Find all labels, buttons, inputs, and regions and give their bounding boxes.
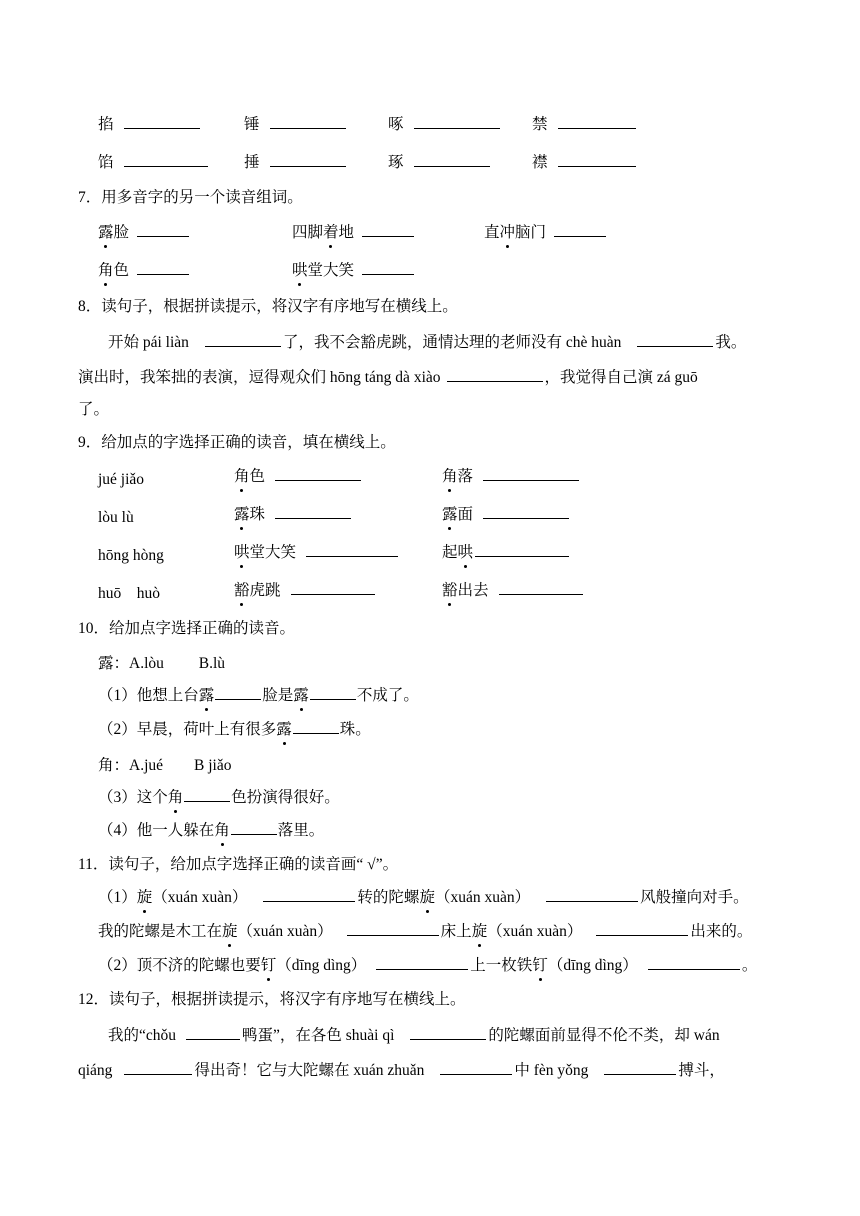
char-label: 掐 (98, 116, 114, 133)
answer-blank[interactable] (596, 921, 688, 936)
reading-choice[interactable]: （xuán xuàn） (237, 923, 333, 940)
q7-item (98, 222, 191, 243)
text: 珠。 (339, 721, 371, 738)
q7-item (292, 222, 416, 243)
text: 脸 (113, 224, 130, 241)
answer-blank[interactable] (546, 887, 638, 902)
answer-blank[interactable] (124, 152, 208, 167)
q10-lu-options: 露：A.lòu B.lù (98, 655, 226, 672)
answer-blank[interactable] (483, 466, 579, 481)
answer-blank[interactable] (124, 114, 200, 129)
text: 堂大笑 (307, 262, 355, 279)
text: 起 (442, 544, 458, 561)
answer-blank[interactable] (231, 820, 277, 835)
dotted-char: 露 (198, 687, 215, 704)
q8-line-1 (108, 332, 746, 353)
answer-blank[interactable] (124, 1060, 192, 1075)
char-item (532, 152, 638, 173)
text: 的陀螺面前显得不伦不类，却 wán (488, 1027, 720, 1044)
answer-blank[interactable] (205, 332, 281, 347)
answer-blank[interactable] (270, 152, 346, 167)
char-item (532, 114, 638, 135)
answer-blank[interactable] (270, 114, 346, 129)
dotted-char: 着 (323, 224, 339, 241)
q10-sentence-4 (98, 820, 324, 841)
q11-line-2 (98, 921, 752, 942)
q9-pinyin: huō huò (98, 585, 161, 602)
dotted-char: 豁 (442, 582, 458, 599)
answer-blank[interactable] (604, 1060, 676, 1075)
answer-blank[interactable] (291, 580, 375, 595)
q9-option-b (442, 466, 581, 487)
q9-option-a (234, 542, 400, 563)
q11-line-1 (98, 887, 749, 908)
answer-blank[interactable] (184, 787, 230, 802)
answer-blank[interactable] (648, 955, 740, 970)
char-label: 锤 (244, 116, 260, 133)
answer-blank[interactable] (414, 114, 500, 129)
q11-line-3 (98, 955, 757, 976)
text: 了，我不会豁虎跳，通情达理的老师没有 chè huàn (282, 334, 622, 351)
answer-blank[interactable] (137, 260, 189, 275)
text: （1）他想上台 (98, 687, 199, 704)
text: 四脚 (292, 224, 324, 241)
answer-blank[interactable] (447, 367, 543, 382)
text: 转的陀螺 (357, 889, 420, 906)
q9-pinyin: hōng hòng (98, 547, 164, 564)
char-label: 啄 (388, 116, 404, 133)
q9-option-b (442, 504, 571, 525)
text: 不成了。 (356, 687, 419, 704)
char-row-2 (98, 152, 210, 173)
char-item (388, 152, 492, 173)
q7-item (98, 260, 191, 281)
dotted-char: 角 (98, 262, 114, 279)
q12-line-1 (108, 1025, 720, 1046)
answer-blank[interactable] (440, 1060, 512, 1075)
text: 脑门 (515, 224, 547, 241)
text: 脸是 (262, 687, 294, 704)
text: 虎跳 (249, 582, 281, 599)
text: 色 (113, 262, 130, 279)
answer-blank[interactable] (558, 152, 636, 167)
q10-jiao-options: 角：A.jué B jiǎo (98, 757, 232, 774)
dotted-char: 角 (167, 789, 184, 806)
q8-line-2 (78, 367, 698, 388)
dotted-char: 露 (234, 506, 250, 523)
answer-blank[interactable] (347, 921, 439, 936)
q10-sentence-2 (98, 719, 371, 740)
char-item (244, 152, 348, 173)
text: 我的“chǒu (108, 1027, 177, 1044)
char-label: 捶 (244, 154, 260, 171)
dotted-char: 哄 (292, 262, 308, 279)
dotted-char: 哄 (457, 544, 474, 561)
text: 上一枚铁 (470, 957, 533, 974)
answer-blank[interactable] (293, 719, 339, 734)
answer-blank[interactable] (362, 222, 414, 237)
char-label: 馅 (98, 154, 114, 171)
text: 鸭蛋”，在各色 shuài qì (242, 1027, 395, 1044)
text: 地 (338, 224, 355, 241)
answer-blank[interactable] (306, 542, 398, 557)
dotted-char: 旋 (419, 889, 435, 906)
text: （3）这个 (98, 789, 168, 806)
question-10-title: 10．给加点字选择正确的读音。 (78, 620, 296, 637)
question-11-title: 11．读句子，给加点字选择正确的读音画“ √”。 (78, 856, 399, 873)
text: 中 fèn yǒng (514, 1062, 589, 1079)
text: 我的陀螺是木工在 (98, 923, 223, 940)
text: 床上 (440, 923, 472, 940)
char-row-1 (98, 114, 202, 135)
dotted-char: 哄 (234, 544, 250, 561)
q9-option-b (442, 580, 585, 601)
answer-blank[interactable] (558, 114, 636, 129)
reading-choice[interactable]: （xuán xuàn） (152, 889, 248, 906)
answer-blank[interactable] (310, 685, 356, 700)
q7-item (292, 260, 416, 281)
text: 落 (457, 468, 474, 485)
char-label: 禁 (532, 116, 548, 133)
text: 色 (249, 468, 266, 485)
text: （2）早晨，荷叶上有很多 (98, 721, 277, 738)
question-7-title: 7．用多音字的另一个读音组词。 (78, 189, 303, 206)
answer-blank[interactable] (414, 152, 490, 167)
dotted-char: 露 (442, 506, 458, 523)
question-8-title: 8．读句子，根据拼读提示，将汉字有序地写在横线上。 (78, 298, 458, 315)
answer-blank[interactable] (376, 955, 468, 970)
dotted-char: 旋 (222, 923, 238, 940)
dotted-char: 角 (214, 822, 230, 839)
char-item (388, 114, 502, 135)
dotted-char: 露 (276, 721, 292, 738)
text: 得出奇！它与大陀螺在 xuán zhuǎn (194, 1062, 425, 1079)
answer-blank[interactable] (554, 222, 606, 237)
text: 色扮演得很好。 (231, 789, 340, 806)
answer-blank[interactable] (362, 260, 414, 275)
text: qiáng (78, 1062, 113, 1079)
text: 堂大笑 (249, 544, 297, 561)
text: 落里。 (277, 822, 325, 839)
dotted-char: 露 (293, 687, 309, 704)
q12-line-2 (78, 1060, 725, 1081)
text: （4）他一人躲在 (98, 822, 215, 839)
char-label: 琢 (388, 154, 404, 171)
reading-choice[interactable]: （xuán xuàn） (487, 923, 583, 940)
text: 。 (741, 957, 758, 974)
text: 我。 (715, 334, 747, 351)
answer-blank[interactable] (186, 1025, 240, 1040)
char-label: 襟 (532, 154, 548, 171)
q10-sentence-3 (98, 787, 340, 808)
dotted-char: 露 (98, 224, 114, 241)
dotted-char: 旋 (136, 889, 153, 906)
dotted-char: 豁 (234, 582, 250, 599)
answer-blank[interactable] (637, 332, 713, 347)
text: 开始 pái liàn (108, 334, 189, 351)
q9-option-a (234, 580, 377, 601)
text: 风般撞向对手。 (640, 889, 749, 906)
answer-blank[interactable] (137, 222, 189, 237)
reading-choice[interactable]: （xuán xuàn） (434, 889, 531, 906)
reading-choice[interactable]: （dīng dìng） (547, 957, 638, 974)
q9-pinyin: lòu lù (98, 509, 134, 526)
reading-choice[interactable]: （dīng dìng） (276, 957, 367, 974)
text: 出来的。 (690, 923, 753, 940)
text: 直 (484, 224, 500, 241)
text: 搏斗， (678, 1062, 725, 1079)
char-item (244, 114, 348, 135)
text: （2）顶不济的陀螺也要 (98, 957, 261, 974)
answer-blank[interactable] (410, 1025, 486, 1040)
answer-blank[interactable] (275, 504, 351, 519)
answer-blank[interactable] (275, 466, 361, 481)
text: （1） (98, 889, 137, 906)
answer-blank[interactable] (475, 542, 569, 557)
answer-blank[interactable] (499, 580, 583, 595)
dotted-char: 冲 (499, 224, 516, 241)
dotted-char: 钉 (532, 957, 548, 974)
q9-option-a (234, 466, 363, 487)
dotted-char: 角 (234, 468, 250, 485)
text: 演出时，我笨拙的表演，逗得观众们 hōng táng dà xiào (78, 369, 441, 386)
q7-item (484, 222, 608, 243)
text: 出去 (457, 582, 489, 599)
answer-blank[interactable] (483, 504, 569, 519)
text: 珠 (249, 506, 266, 523)
dotted-char: 角 (442, 468, 458, 485)
answer-blank[interactable] (215, 685, 261, 700)
question-9-title: 9．给加点的字选择正确的读音，填在横线上。 (78, 434, 396, 451)
text: ，我觉得自己演 zá guō (544, 369, 698, 386)
q9-option-a (234, 504, 353, 525)
q9-pinyin: jué jiǎo (98, 471, 145, 488)
question-12-title: 12．读句子，根据拼读提示，将汉字有序地写在横线上。 (78, 991, 466, 1008)
dotted-char: 钉 (260, 957, 277, 974)
q9-option-b (442, 542, 571, 563)
dotted-char: 旋 (471, 923, 488, 940)
q8-line-3: 了。 (78, 401, 110, 418)
q10-sentence-1 (98, 685, 419, 706)
text: 面 (457, 506, 474, 523)
answer-blank[interactable] (263, 887, 355, 902)
